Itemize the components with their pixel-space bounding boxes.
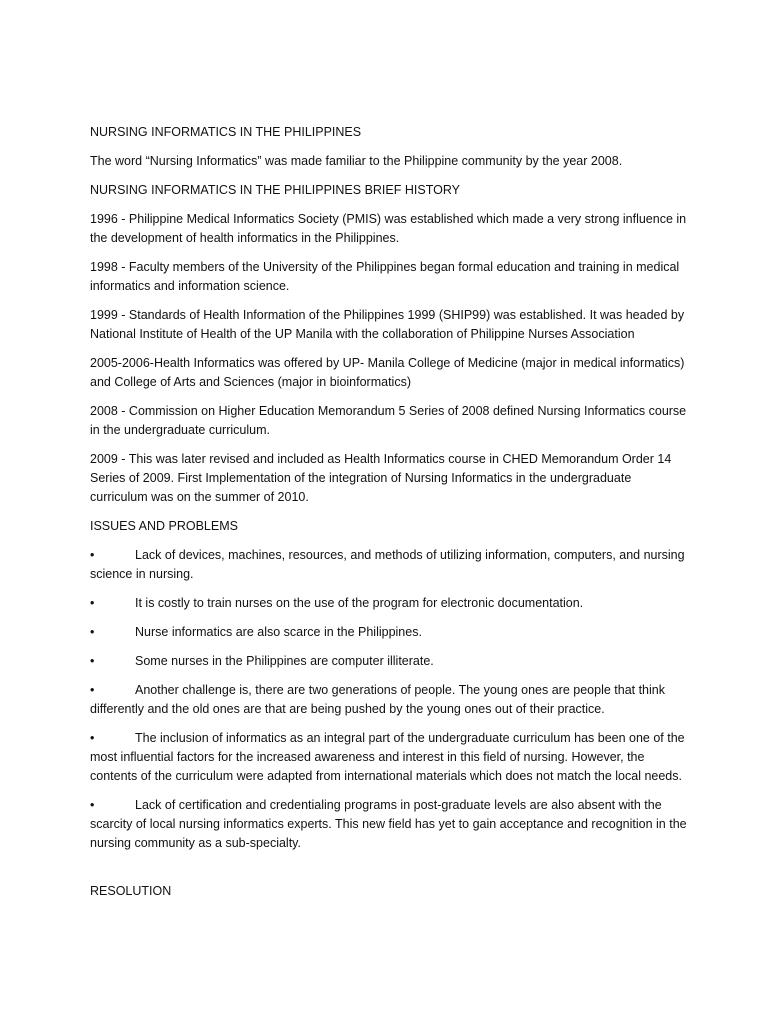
bullet-icon: • — [90, 625, 95, 639]
bullet-icon: • — [90, 798, 95, 812]
bullet-icon: • — [90, 596, 95, 610]
document-page — [90, 123, 690, 911]
issue-item — [90, 652, 690, 671]
bullet-icon: • — [90, 548, 95, 562]
issue-item — [90, 796, 690, 853]
issue-text: It is costly to train nurses on the use of the program for electronic documentation. — [135, 596, 584, 610]
issue-item — [90, 729, 690, 786]
issue-item — [90, 681, 690, 719]
issue-item — [90, 546, 690, 584]
issue-text: The inclusion of informatics as an integral part of the undergraduate curriculum has been one of the most influential factors for the increased awareness and interest in this field of nursing. However, the contents of the curriculum were adapted from international materials which does not match the local needs. — [90, 731, 685, 783]
issue-text: Lack of certification and credentialing programs in post-graduate levels are also absent with the scarcity of local nursing informatics experts. This new field has yet to gain acceptance and recognition in the nursing community as a sub-specialty. — [90, 798, 687, 850]
issues-heading: ISSUES AND PROBLEMS — [90, 519, 238, 533]
issue-text: Some nurses in the Philippines are computer illiterate. — [135, 654, 434, 668]
issue-text: Another challenge is, there are two generations of people. The young ones are people that think differently and the old ones are that are being pushed by the young ones out of their practice. — [90, 683, 665, 716]
issue-text: Nurse informatics are also scarce in the Philippines. — [135, 625, 422, 639]
issue-item — [90, 594, 690, 613]
history-entry-1999: 1999 - Standards of Health Information of the Philippines 1999 (SHIP99) was established. It was headed by National Institute of Health of the UP Manila with the collaboration of Philippine Nurses Association — [90, 308, 685, 341]
history-entry-1996: 1996 - Philippine Medical Informatics Society (PMIS) was established which made a very strong influence in the development of health informatics in the Philippines. — [90, 212, 687, 245]
issue-text: Lack of devices, machines, resources, and methods of utilizing information, computers, and nursing science in nursing. — [90, 548, 685, 581]
intro-paragraph: The word “Nursing Informatics” was made familiar to the Philippine community by the year 2008. — [90, 154, 623, 168]
bullet-icon: • — [90, 654, 95, 668]
resolution-heading: RESOLUTION — [90, 884, 172, 898]
bullet-icon: • — [90, 683, 95, 697]
history-entry-2005-2006: 2005-2006-Health Informatics was offered by UP- Manila College of Medicine (major in medical informatics) and College of Arts and Sciences (major in bioinformatics) — [90, 356, 685, 389]
document-title: NURSING INFORMATICS IN THE PHILIPPINES — [90, 125, 362, 139]
issue-item — [90, 623, 690, 642]
history-entry-2009: 2009 - This was later revised and included as Health Informatics course in CHED Memorandum Order 14 Series of 2009. First Implementation of the integration of Nursing Informatics in the undergraduate curriculum was on the summer of 2010. — [90, 452, 672, 504]
bullet-icon: • — [90, 731, 95, 745]
history-entry-1998: 1998 - Faculty members of the University of the Philippines began formal education and training in medical informatics and information science. — [90, 260, 680, 293]
history-entry-2008: 2008 - Commission on Higher Education Memorandum 5 Series of 2008 defined Nursing Informatics course in the undergraduate curriculum. — [90, 404, 687, 437]
history-heading: NURSING INFORMATICS IN THE PHILIPPINES BRIEF HISTORY — [90, 183, 460, 197]
